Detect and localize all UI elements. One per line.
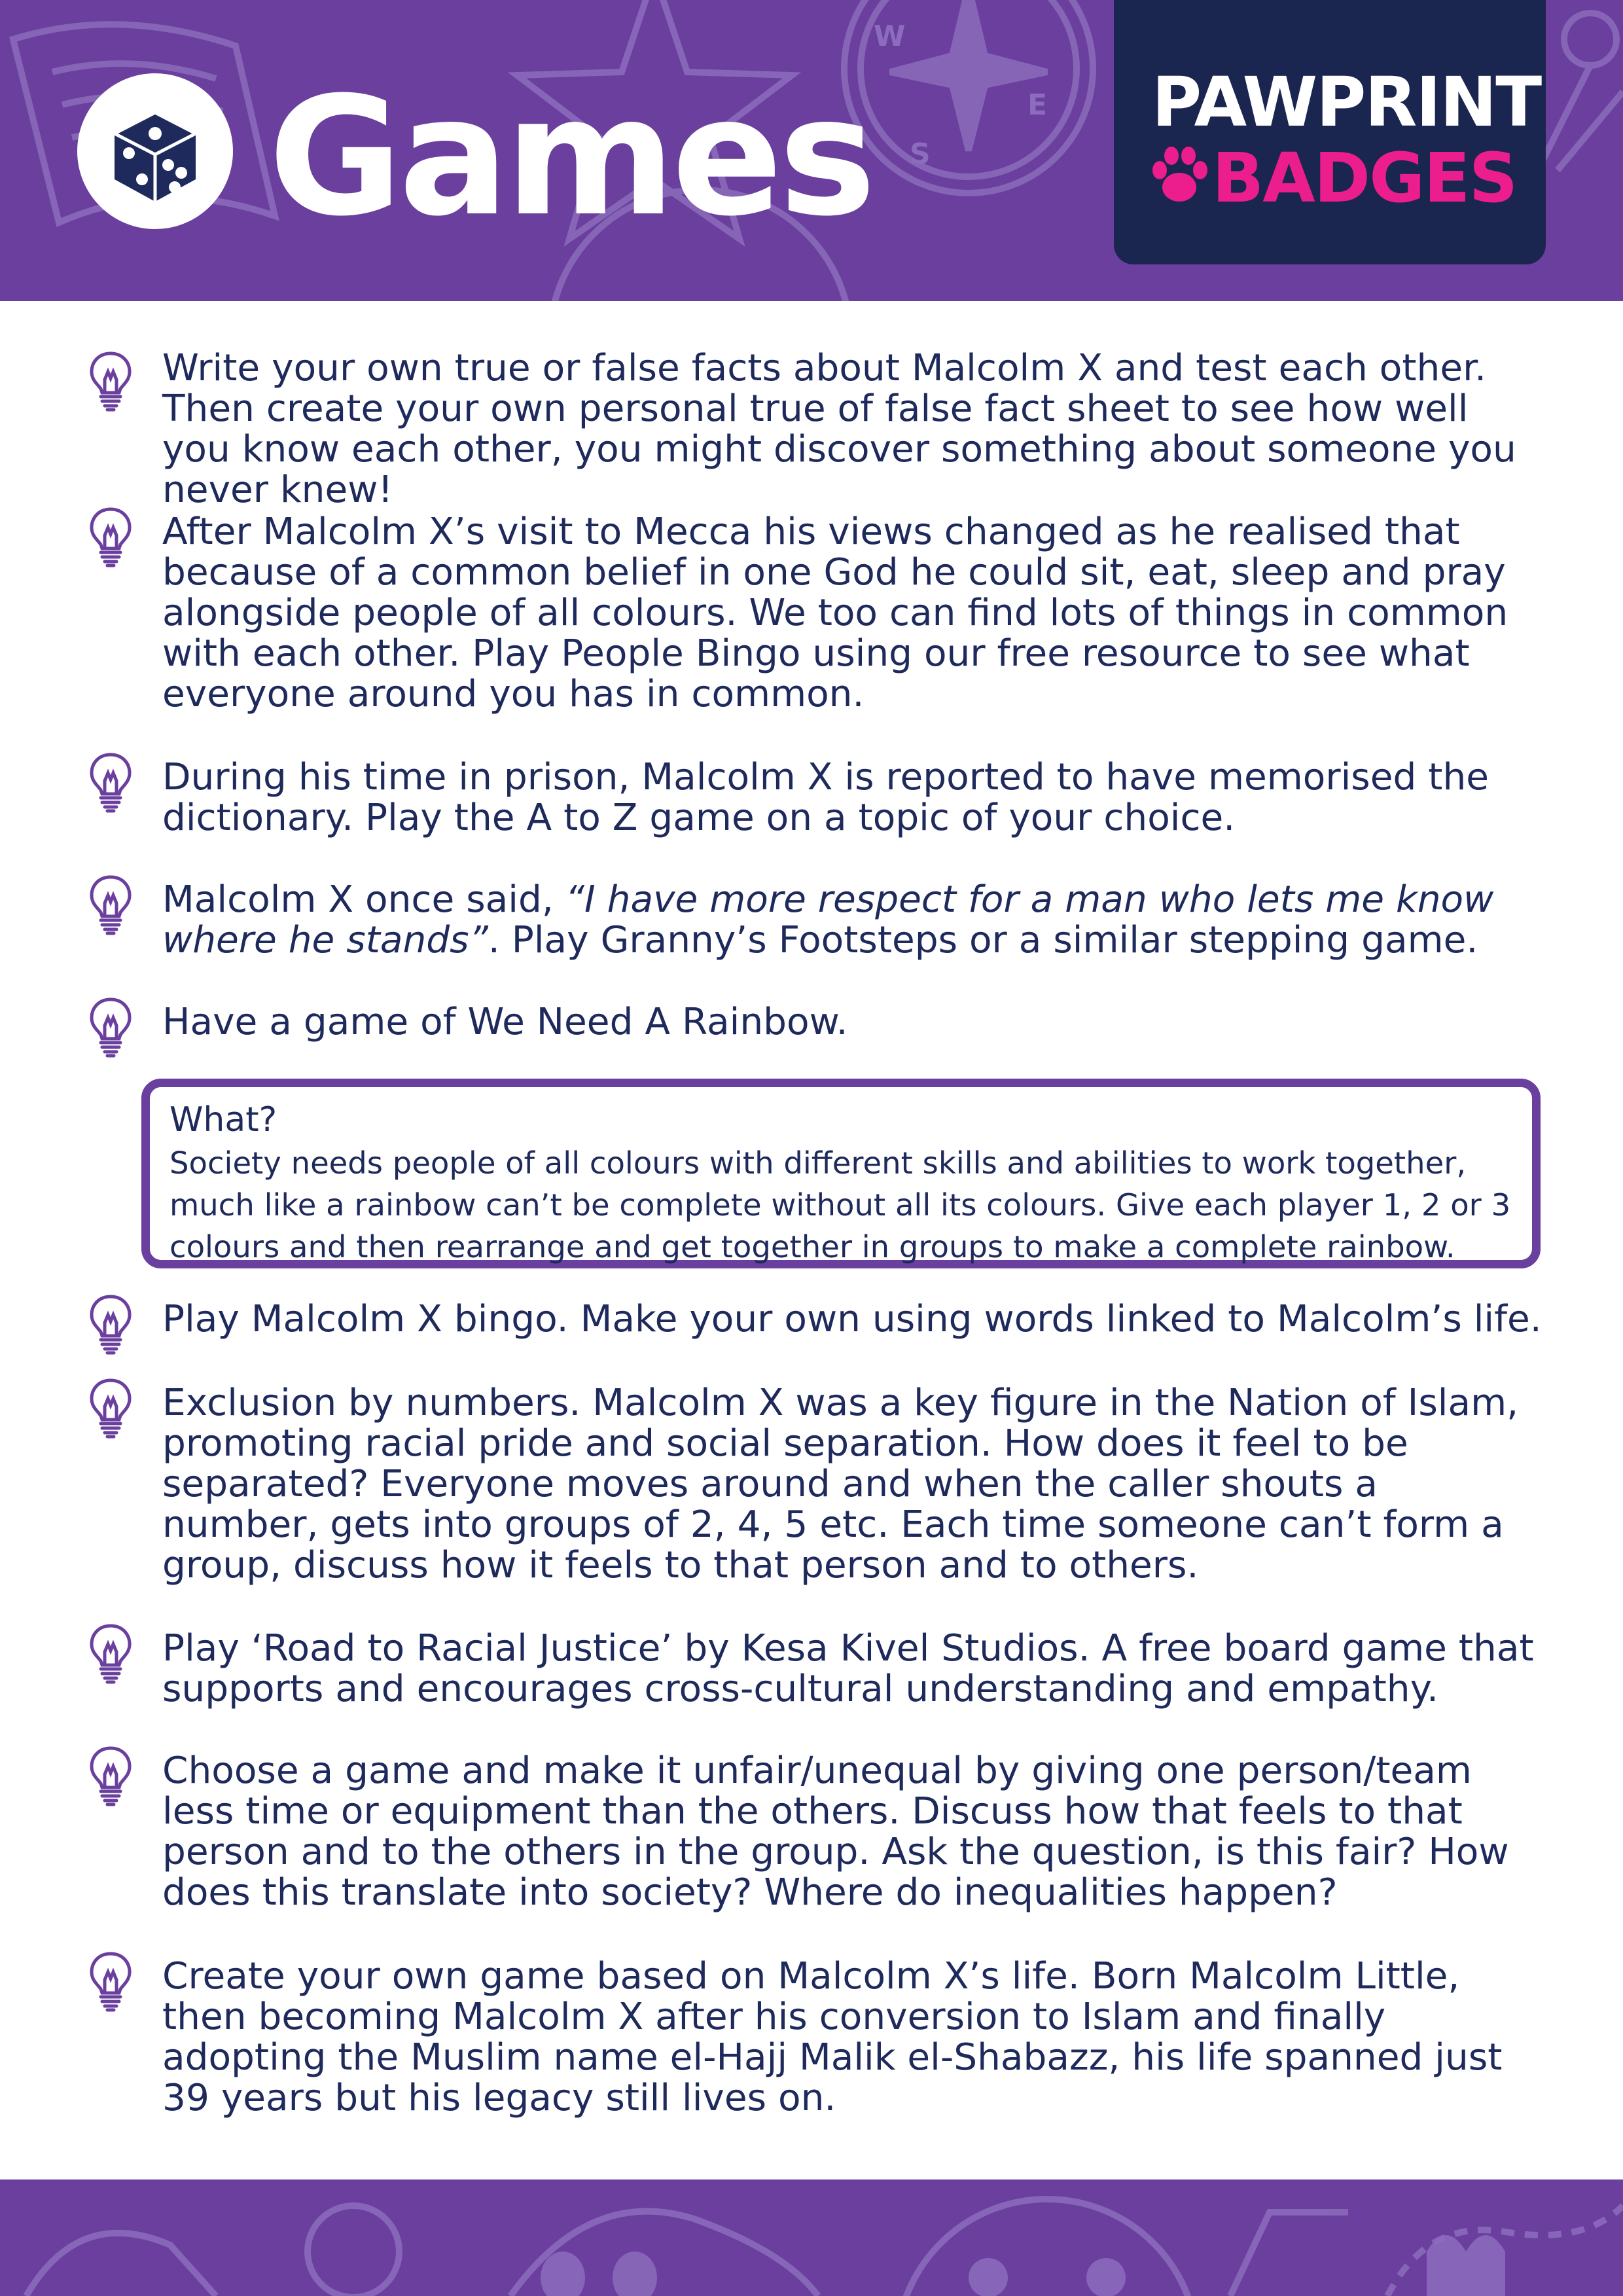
brand-logo xyxy=(1114,0,1546,264)
activity-list xyxy=(0,301,1623,2179)
activity-item: During his time in prison, Malcolm X is reported to have memorised the dictionary. Play the A to Z game on a topic of your choice. xyxy=(162,756,1489,839)
lightbulb-icon xyxy=(86,751,135,814)
lightbulb-icon xyxy=(86,350,135,412)
lightbulb-icon xyxy=(86,996,135,1058)
lightbulb-icon xyxy=(86,1293,135,1355)
compass-letter-e: E xyxy=(1027,88,1048,122)
activity-item: Have a game of We Need A Rainbow. xyxy=(162,1001,848,1043)
lightbulb-icon xyxy=(86,1622,135,1685)
quote-prefix: Malcolm X once said, xyxy=(162,878,565,921)
footer-doodle xyxy=(26,2233,216,2296)
background-pattern xyxy=(0,2179,1623,2296)
lightbulb-icon xyxy=(86,1744,135,1807)
page-title: Games xyxy=(268,62,872,252)
dice-icon xyxy=(77,73,233,229)
compass-letter-w: W xyxy=(874,20,906,53)
activity-item: Play Malcolm X bingo. Make your own using words linked to Malcolm’s life. xyxy=(162,1298,1542,1340)
page-footer xyxy=(0,2179,1623,2296)
activity-item: Create your own game based on Malcolm X’s life. Born Malcolm Little, then becoming Malcolm X after his conversion to Islam and finally adopting the Muslim name el-Hajj Malik el-Shabazz, his life spanned just 39 years but his legacy still lives on. xyxy=(162,1955,1503,2119)
lightbulb-icon xyxy=(86,873,135,936)
dice-badge xyxy=(77,73,233,229)
compass-letter-s: S xyxy=(910,137,931,171)
lightbulb-icon xyxy=(86,1376,135,1439)
activity-item: Play ‘Road to Racial Justice’ by Kesa Kivel Studios. A free board game that supports and encourages cross-cultural understanding and empathy. xyxy=(162,1627,1534,1710)
lightbulb-icon xyxy=(86,1950,135,2013)
activity-item: Write your own true or false facts about Malcolm X and test each other. Then create your own personal true of false fact sheet to see how well you know each other, you might discover something about someone you never knew! xyxy=(162,347,1516,511)
activity-item: After Malcolm X’s visit to Mecca his views changed as he realised that because of a common belief in one God he could sit, eat, sleep and pray alongside people of all colours. We too can find lots of things in common with each other. Play People Bingo using our free resource to see what everyone around you has in common. xyxy=(162,511,1508,715)
activity-item-quote xyxy=(162,880,1543,961)
what-box-body: Society needs people of all colours with different skills and abilities to work together, much like a rainbow can’t be complete without all its colours. Give each player 1, 2 or 3 colours and then rearrange and get together in groups to make a complete rainbow. xyxy=(169,1145,1511,1265)
brand-name-line1: PAWPRINT xyxy=(1152,62,1541,142)
what-box xyxy=(141,1079,1541,1268)
activity-item: Choose a game and make it unfair/unequal by giving one person/team less time or equipment than the others. Discuss how that feels to that person and to the others in the group. Ask the question, is this fair? How does this translate into society? Where do inequalities happen? xyxy=(162,1749,1509,1914)
brand-name-line2: BADGES xyxy=(1212,138,1517,218)
quote-text: “I have more respect for a man who lets me know where he stands” xyxy=(162,878,1494,961)
paw-icon xyxy=(1148,145,1211,208)
page-header xyxy=(0,0,1623,301)
what-box-title: What? xyxy=(169,1100,277,1139)
quote-suffix: . Play Granny’s Footsteps or a similar stepping game. xyxy=(488,919,1478,961)
lightbulb-icon xyxy=(86,505,135,568)
activity-item: Exclusion by numbers. Malcolm X was a key figure in the Nation of Islam, promoting racial pride and social separation. How does it feel to be separated? Everyone moves around and when the caller shouts a number, gets into groups of 2, 4, 5 etc. Each time someone can’t form a group, discuss how it feels to that person and to others. xyxy=(162,1382,1519,1587)
